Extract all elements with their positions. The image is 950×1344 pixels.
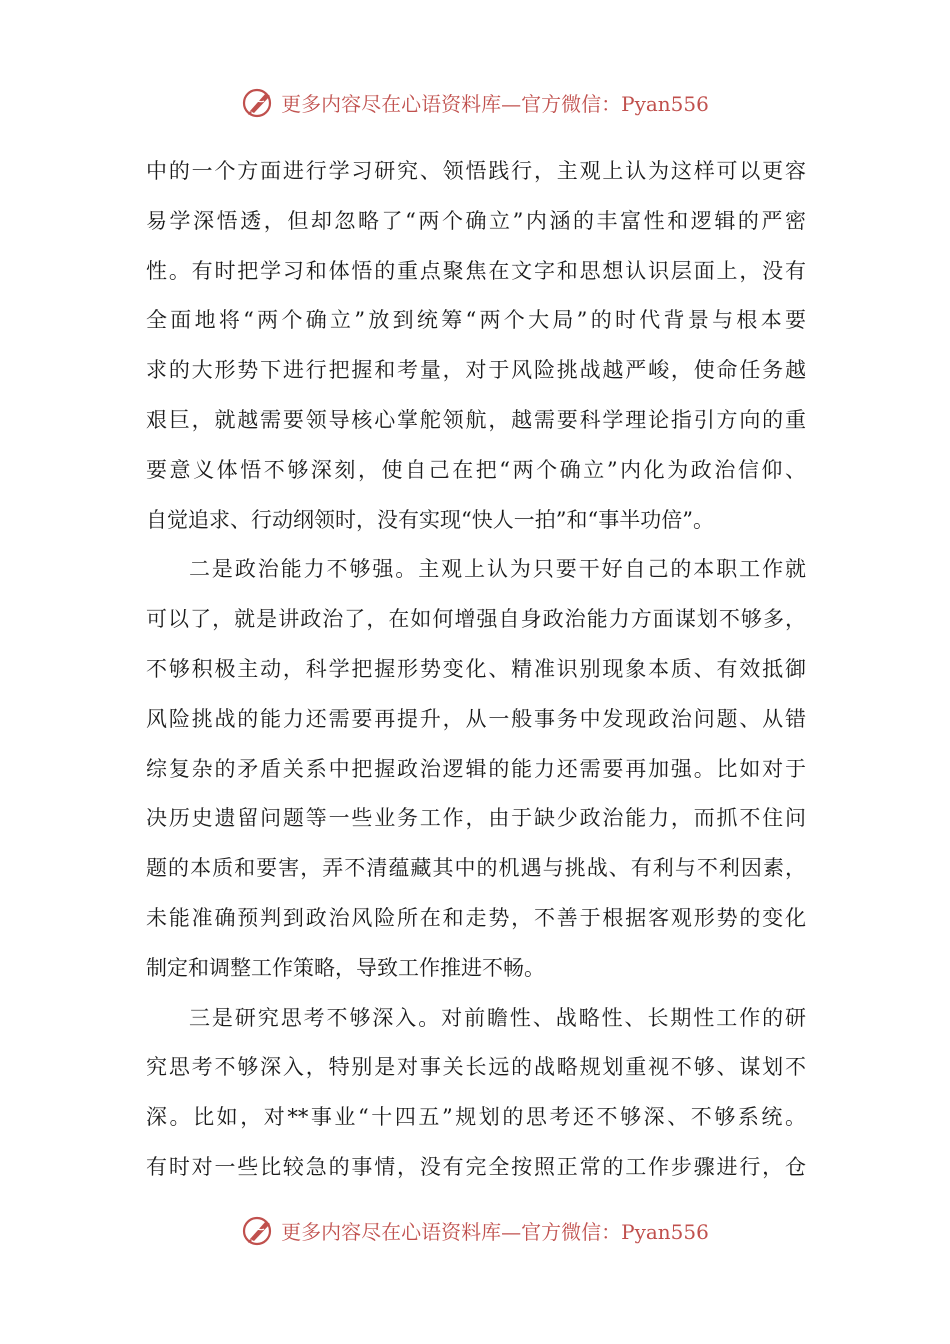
body-line: 决历史遗留问题等一些业务工作，由于缺少政治能力，而抓不住问 <box>146 806 806 831</box>
body-line: 风险挑战的能力还需要再提升，从一般事务中发现政治问题、从错 <box>146 706 806 731</box>
body-line: 易学深悟透，但却忽略了“两个确立”内涵的丰富性和逻辑的严密 <box>146 208 806 233</box>
pen-logo-icon <box>241 84 277 120</box>
body-line: 未能准确预判到政治风险所在和走势，不善于根据客观形势的变化 <box>146 905 806 930</box>
body-line: 艰巨，就越需要领导核心掌舵领航，越需要科学理论指引方向的重 <box>146 407 806 432</box>
header-banner <box>0 82 950 122</box>
body-line: 题的本质和要害，弄不清蕴藏其中的机遇与挑战、有利与不利因素， <box>146 856 806 881</box>
paragraph-start-line: 三是研究思考不够深入。对前瞻性、战略性、长期性工作的研 <box>189 1005 806 1030</box>
body-line: 深。比如，对**事业“十四五”规划的思考还不够深、不够系统。 <box>146 1105 806 1130</box>
footer-banner <box>0 1210 950 1250</box>
body-line: 制定和调整工作策略，导致工作推进不畅。 <box>146 955 545 980</box>
body-line: 中的一个方面进行学习研究、领悟践行，主观上认为这样可以更容 <box>146 159 806 183</box>
body-line: 自觉追求、行动纲领时，没有实现“快人一拍”和“事半功倍”。 <box>146 507 714 532</box>
body-line: 可以了，就是讲政治了，在如何增强自身政治能力方面谋划不够多， <box>146 607 806 632</box>
footer-banner-text: 更多内容尽在心语资料库—官方微信：Pyan556 <box>281 1219 709 1244</box>
document-body <box>146 147 806 1193</box>
pen-logo-icon <box>241 1212 277 1248</box>
body-line: 求的大形势下进行把握和考量，对于风险挑战越严峻，使命任务越 <box>146 358 806 383</box>
paragraph-start-line: 二是政治能力不够强。主观上认为只要干好自己的本职工作就 <box>189 557 806 582</box>
body-line: 性。有时把学习和体悟的重点聚焦在文字和思想认识层面上，没有 <box>146 258 806 283</box>
body-line: 全面地将“两个确立”放到统筹“两个大局”的时代背景与根本要 <box>146 308 806 333</box>
header-banner-text: 更多内容尽在心语资料库—官方微信：Pyan556 <box>281 91 709 116</box>
body-line: 综复杂的矛盾关系中把握政治逻辑的能力还需要再加强。比如对于 <box>146 756 806 781</box>
body-line: 要意义体悟不够深刻，使自己在把“两个确立”内化为政治信仰、 <box>146 457 806 482</box>
body-line: 有时对一些比较急的事情，没有完全按照正常的工作步骤进行，仓 <box>146 1154 806 1179</box>
body-line: 不够积极主动，科学把握形势变化、精准识别现象本质、有效抵御 <box>146 656 806 681</box>
body-line: 究思考不够深入，特别是对事关长远的战略规划重视不够、谋划不 <box>146 1055 806 1080</box>
